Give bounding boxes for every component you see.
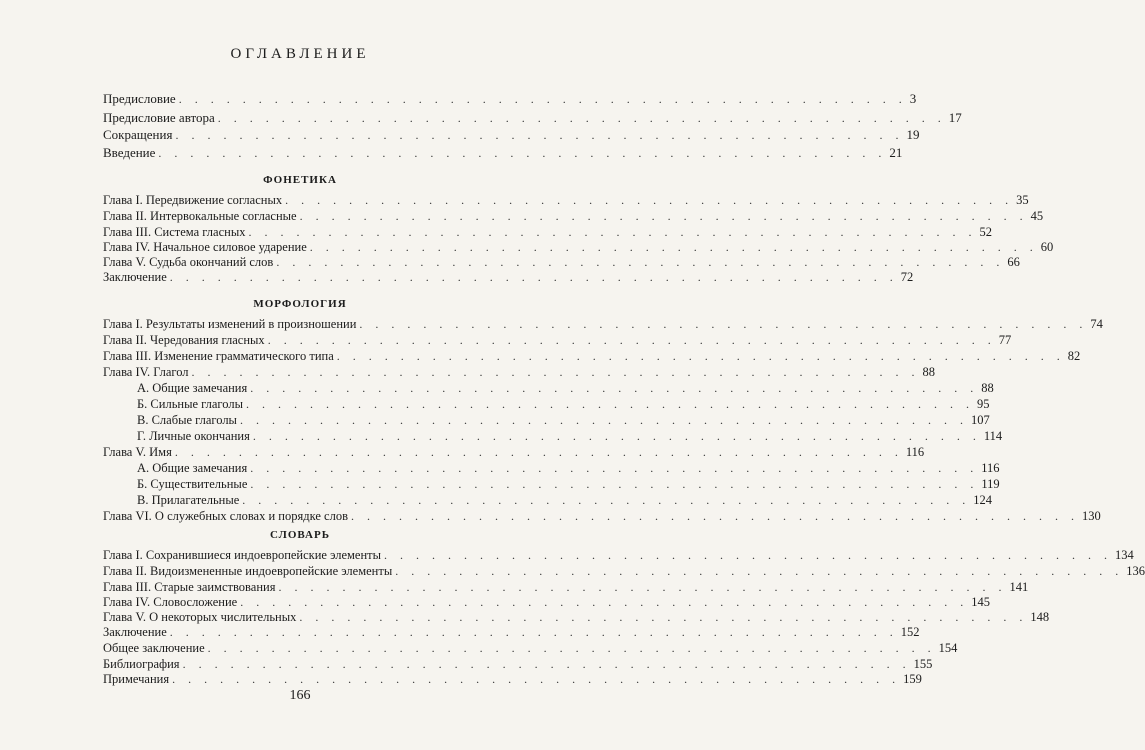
toc-subentry bbox=[137, 396, 990, 412]
entry-page: 17 bbox=[948, 110, 962, 125]
section-heading-morphology: МОРФОЛОГИЯ bbox=[253, 298, 347, 310]
entry-label: Введение bbox=[103, 145, 156, 160]
entry-page: 119 bbox=[981, 477, 1000, 491]
entry-label: Глава III. Старые заимствования bbox=[103, 580, 276, 594]
toc-entry bbox=[103, 609, 1050, 625]
leader-dots: . . . . . . . . . . . . . . . . . . . . . . . . . . . . . . . . . . . . . . . . . . . . . . bbox=[169, 625, 898, 639]
toc-entry bbox=[103, 316, 1103, 332]
leader-dots: . . . . . . . . . . . . . . . . . . . . . . . . . . . . . . . . . . . . . . . . . . . . . . bbox=[242, 493, 971, 507]
toc-entry bbox=[103, 579, 1029, 595]
entry-page: 45 bbox=[1030, 209, 1044, 223]
page-title: ОГЛАВЛЕНИЕ bbox=[230, 46, 370, 62]
leader-dots: . . . . . . . . . . . . . . . . . . . . . . . . . . . . . . . . . . . . . . . . . . . . . . bbox=[207, 641, 936, 655]
leader-dots: . . . . . . . . . . . . . . . . . . . . . . . . . . . . . . . . . . . . . . . . . . . . . . bbox=[250, 381, 979, 395]
toc-subentry bbox=[137, 412, 990, 428]
entry-label: Предисловие bbox=[103, 91, 176, 106]
entry-page: 134 bbox=[1115, 548, 1134, 562]
entry-label: Библиография bbox=[103, 657, 180, 671]
leader-dots: . . . . . . . . . . . . . . . . . . . . . . . . . . . . . . . . . . . . . . . . . . . . . . bbox=[174, 445, 903, 459]
toc-subentry bbox=[137, 380, 994, 396]
leader-dots: . . . . . . . . . . . . . . . . . . . . . . . . . . . . . . . . . . . . . . . . . . . . . . bbox=[250, 461, 979, 475]
leader-dots: . . . . . . . . . . . . . . . . . . . . . . . . . . . . . . . . . . . . . . . . . . . . . . bbox=[240, 595, 969, 609]
entry-label: В. Слабые глаголы bbox=[137, 413, 237, 427]
entry-label: Глава II. Видоизмененные индоевропейские элементы bbox=[103, 564, 393, 578]
leader-dots: . . . . . . . . . . . . . . . . . . . . . . . . . . . . . . . . . . . . . . . . . . . . . . bbox=[182, 657, 911, 671]
section-heading-phonetics: ФОНЕТИКА bbox=[263, 174, 337, 186]
entry-label: Глава I. Сохранившиеся индоевропейские элементы bbox=[103, 548, 382, 562]
entry-page: 154 bbox=[938, 641, 958, 655]
entry-label: Глава III. Изменение грамматического типа bbox=[103, 349, 334, 363]
entry-page: 52 bbox=[979, 225, 992, 239]
entry-label: Глава III. Система гласных bbox=[103, 225, 246, 239]
entry-page: 21 bbox=[889, 145, 903, 160]
leader-dots: . . . . . . . . . . . . . . . . . . . . . . . . . . . . . . . . . . . . . . . . . . . . . . bbox=[336, 349, 1065, 363]
entry-label: А. Общие замечания bbox=[137, 381, 248, 395]
toc-entry bbox=[103, 444, 925, 460]
leader-dots: . . . . . . . . . . . . . . . . . . . . . . . . . . . . . . . . . . . . . . . . . . . . . . bbox=[252, 429, 981, 443]
leader-dots: . . . . . . . . . . . . . . . . . . . . . . . . . . . . . . . . . . . . . . . . . . . . . . bbox=[276, 255, 1005, 269]
toc-entry bbox=[103, 348, 1081, 364]
entry-page: 77 bbox=[998, 333, 1012, 347]
leader-dots: . . . . . . . . . . . . . . . . . . . . . . . . . . . . . . . . . . . . . . . . . . . . . . bbox=[309, 240, 1038, 254]
leader-dots: . . . . . . . . . . . . . . . . . . . . . . . . . . . . . . . . . . . . . . . . . . . . . . bbox=[158, 146, 887, 160]
leader-dots: . . . . . . . . . . . . . . . . . . . . . . . . . . . . . . . . . . . . . . . . . . . . . . bbox=[169, 270, 898, 284]
toc-subentry bbox=[137, 460, 1000, 476]
leader-dots: . . . . . . . . . . . . . . . . . . . . . . . . . . . . . . . . . . . . . . . . . . . . . . bbox=[245, 397, 974, 411]
toc-entry bbox=[103, 254, 1020, 270]
leader-dots: . . . . . . . . . . . . . . . . . . . . . . . . . . . . . . . . . . . . . . . . . . . . . . bbox=[278, 580, 1007, 594]
entry-page: 72 bbox=[900, 270, 914, 284]
entry-page: 148 bbox=[1030, 610, 1050, 624]
entry-page: 88 bbox=[981, 381, 994, 395]
toc-subentry bbox=[137, 476, 1000, 492]
toc-entry bbox=[103, 594, 990, 610]
entry-page: 130 bbox=[1081, 509, 1101, 523]
leader-dots: . . . . . . . . . . . . . . . . . . . . . . . . . . . . . . . . . . . . . . . . . . . . . . bbox=[172, 672, 901, 686]
toc-entry bbox=[103, 656, 933, 672]
entry-label: Глава V. О некоторых числительных bbox=[103, 610, 297, 624]
leader-dots: . . . . . . . . . . . . . . . . . . . . . . . . . . . . . . . . . . . . . . . . . . . . . . bbox=[250, 477, 979, 491]
entry-label: Заключение bbox=[103, 270, 167, 284]
leader-dots: . . . . . . . . . . . . . . . . . . . . . . . . . . . . . . . . . . . . . . . . . . . . . . bbox=[285, 193, 1014, 207]
entry-page: 95 bbox=[976, 397, 990, 411]
leader-dots: . . . . . . . . . . . . . . . . . . . . . . . . . . . . . . . . . . . . . . . . . . . . . . bbox=[239, 413, 968, 427]
toc-entry bbox=[103, 224, 992, 240]
entry-label: Г. Личные окончания bbox=[137, 429, 250, 443]
toc-entry bbox=[103, 563, 1145, 579]
entry-label: Б. Существительные bbox=[137, 477, 248, 491]
entry-page: 159 bbox=[903, 672, 922, 686]
entry-page: 116 bbox=[905, 445, 925, 459]
toc-entry bbox=[103, 364, 936, 380]
entry-page: 136 bbox=[1126, 564, 1145, 578]
entry-label: Заключение bbox=[103, 625, 167, 639]
entry-label: А. Общие замечания bbox=[137, 461, 248, 475]
toc-entry bbox=[103, 192, 1029, 208]
entry-page: 74 bbox=[1090, 317, 1103, 331]
leader-dots: . . . . . . . . . . . . . . . . . . . . . . . . . . . . . . . . . . . . . . . . . . . . . . bbox=[178, 92, 907, 106]
toc-entry bbox=[103, 547, 1134, 563]
entry-page: 66 bbox=[1007, 255, 1020, 269]
entry-page: 19 bbox=[906, 127, 920, 142]
toc-entry bbox=[103, 508, 1101, 524]
entry-label: Глава IV. Глагол bbox=[103, 365, 189, 379]
toc-entry bbox=[103, 269, 914, 285]
entry-page: 152 bbox=[900, 625, 920, 639]
toc-entry bbox=[103, 208, 1044, 224]
leader-dots: . . . . . . . . . . . . . . . . . . . . . . . . . . . . . . . . . . . . . . . . . . . . . . bbox=[299, 610, 1028, 624]
entry-label: Глава IV. Словосложение bbox=[103, 595, 238, 609]
toc-entry bbox=[103, 671, 922, 687]
entry-page: 82 bbox=[1067, 349, 1081, 363]
entry-label: Сокращения bbox=[103, 127, 173, 142]
leader-dots: . . . . . . . . . . . . . . . . . . . . . . . . . . . . . . . . . . . . . . . . . . . . . . bbox=[191, 365, 920, 379]
entry-page: 155 bbox=[913, 657, 933, 671]
entry-label: Глава V. Судьба окончаний слов bbox=[103, 255, 274, 269]
entry-label: Общее заключение bbox=[103, 641, 205, 655]
leader-dots: . . . . . . . . . . . . . . . . . . . . . . . . . . . . . . . . . . . . . . . . . . . . . . bbox=[217, 111, 946, 125]
entry-page: 114 bbox=[983, 429, 1003, 443]
toc-entry-introduction bbox=[103, 145, 903, 161]
toc-entry bbox=[103, 624, 920, 640]
entry-page: 60 bbox=[1040, 240, 1054, 254]
entry-label: Глава IV. Начальное силовое ударение bbox=[103, 240, 307, 254]
toc-entry-preface bbox=[103, 91, 917, 107]
toc-entry bbox=[103, 332, 1012, 348]
entry-label: Глава I. Передвижение согласных bbox=[103, 193, 283, 207]
entry-label: Глава II. Интервокальные согласные bbox=[103, 209, 297, 223]
toc-entry bbox=[103, 640, 958, 656]
entry-page: 107 bbox=[970, 413, 990, 427]
leader-dots: . . . . . . . . . . . . . . . . . . . . . . . . . . . . . . . . . . . . . . . . . . . . . . bbox=[350, 509, 1079, 523]
entry-label: Глава II. Чередования гласных bbox=[103, 333, 265, 347]
entry-label: Предисловие автора bbox=[103, 110, 215, 125]
toc-subentry bbox=[137, 492, 993, 508]
entry-page: 88 bbox=[922, 365, 936, 379]
leader-dots: . . . . . . . . . . . . . . . . . . . . . . . . . . . . . . . . . . . . . . . . . . . . . . bbox=[359, 317, 1088, 331]
entry-label: Б. Сильные глаголы bbox=[137, 397, 243, 411]
toc-subentry bbox=[137, 428, 1003, 444]
toc-entry-abbreviations bbox=[103, 127, 920, 143]
entry-label: Примечания bbox=[103, 672, 170, 686]
entry-label: Глава V. Имя bbox=[103, 445, 172, 459]
leader-dots: . . . . . . . . . . . . . . . . . . . . . . . . . . . . . . . . . . . . . . . . . . . . . . bbox=[248, 225, 977, 239]
entry-page: 141 bbox=[1009, 580, 1029, 594]
entry-page: 124 bbox=[973, 493, 993, 507]
page-number: 166 bbox=[289, 688, 311, 703]
entry-label: В. Прилагательные bbox=[137, 493, 240, 507]
leader-dots: . . . . . . . . . . . . . . . . . . . . . . . . . . . . . . . . . . . . . . . . . . . . . . bbox=[267, 333, 996, 347]
leader-dots: . . . . . . . . . . . . . . . . . . . . . . . . . . . . . . . . . . . . . . . . . . . . . . bbox=[175, 128, 904, 142]
entry-page: 35 bbox=[1016, 193, 1029, 207]
entry-page: 116 bbox=[981, 461, 1000, 475]
entry-page: 3 bbox=[909, 91, 917, 106]
toc-entry-author-preface bbox=[103, 110, 962, 126]
leader-dots: . . . . . . . . . . . . . . . . . . . . . . . . . . . . . . . . . . . . . . . . . . . . . . bbox=[384, 548, 1113, 562]
section-heading-vocabulary: СЛОВАРЬ bbox=[269, 529, 330, 541]
entry-page: 145 bbox=[971, 595, 990, 609]
leader-dots: . . . . . . . . . . . . . . . . . . . . . . . . . . . . . . . . . . . . . . . . . . . . . . bbox=[395, 564, 1124, 578]
toc-entry bbox=[103, 239, 1054, 255]
entry-label: Глава I. Результаты изменений в произношении bbox=[103, 317, 357, 331]
entry-label: Глава VI. О служебных словах и порядке слов bbox=[103, 509, 348, 523]
leader-dots: . . . . . . . . . . . . . . . . . . . . . . . . . . . . . . . . . . . . . . . . . . . . . . bbox=[299, 209, 1028, 223]
